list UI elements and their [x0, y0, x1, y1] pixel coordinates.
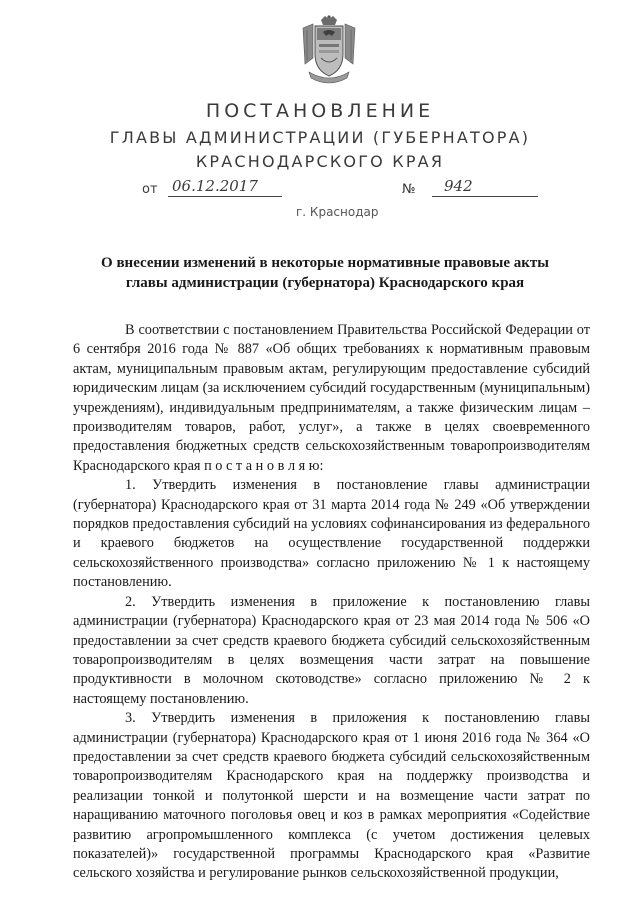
- document-type-heading: ПОСТАНОВЛЕНИЕ: [205, 100, 435, 122]
- coat-of-arms-emblem: [299, 14, 359, 86]
- item-2-paragraph: 2. Утвердить изменения в приложение к постановлению главы администрации (губернатора) Краснодарского края от 23 мая 2014 года № 506 «О предоставлении за счет средств краевого бюджета субсидий сельскохозяйственным товаропроизводителям в целях возмещения части затрат на повышение продуктивности в молочном скотоводстве» согласно приложению № 2 к настоящему постановлению.: [73, 593, 590, 707]
- title-line-2: главы администрации (губернатора) Краснодарского края: [125, 275, 525, 291]
- preamble-paragraph: В соответствии с постановлением Правительства Российской Федерации от 6 сентября 2016 года № 887 «Об общих требованиях к нормативным правовым актам, муниципальным правовым актам, регулирующим предоставление субсидий юридическим лицам (за исключением субсидий государственным (муниципальным) учреждениям), индивидуальным предпринимателям, а также физическим лицам – производителям товаров, работ, услуг», а также в целях своевременного предоставления бюджетных средств сельскохозяйственным товаропроизводителям Краснодарского края п о с т а н о в л я ю:: [73, 322, 590, 474]
- region-heading: КРАСНОДАРСКОГО КРАЯ: [195, 152, 445, 171]
- document-title: [60, 253, 590, 293]
- item-1-paragraph: 1. Утвердить изменения в постановление главы администрации (губернатора) Краснодарского края от 31 марта 2014 года № 249 «Об утверждении порядков предоставления субсидий на условиях софинансирования из федерального и краевого бюджетов на осуществление государственной поддержки сельскохозяйственного производства» согласно приложению № 1 к настоящему постановлению.: [73, 477, 590, 591]
- date-prefix-label: от: [142, 182, 158, 197]
- decree-number: 942: [432, 177, 538, 197]
- city-label: г. Краснодар: [296, 205, 379, 219]
- issuer-heading: ГЛАВЫ АДМИНИСТРАЦИИ (ГУБЕРНАТОРА): [109, 128, 531, 147]
- decree-date: 06.12.2017: [168, 177, 282, 197]
- number-prefix-label: №: [402, 182, 416, 197]
- title-line-1: О внесении изменений в некоторые нормативные правовые акты: [101, 255, 549, 271]
- document-body: [73, 321, 590, 884]
- item-3-paragraph: 3. Утвердить изменения в приложения к постановлению главы администрации (губернатора) Краснодарского края от 1 июня 2016 года № 364 «О предоставлении за счет средств краевого бюджета субсидий сельскохозяйственным товаропроизводителям Краснодарского края на поддержку производства и реализации тонкой и полутонкой шерсти и на возмещение части затрат по наращиванию маточного поголовья овец и коз в рамках мероприятия «Содействие развитию агропромышленного комплекса (с учетом достижения целевых показателей)» государственной программы Краснодарского края «Развитие сельского хозяйства и регулирование рынков сельскохозяйственной продукции,: [73, 710, 590, 882]
